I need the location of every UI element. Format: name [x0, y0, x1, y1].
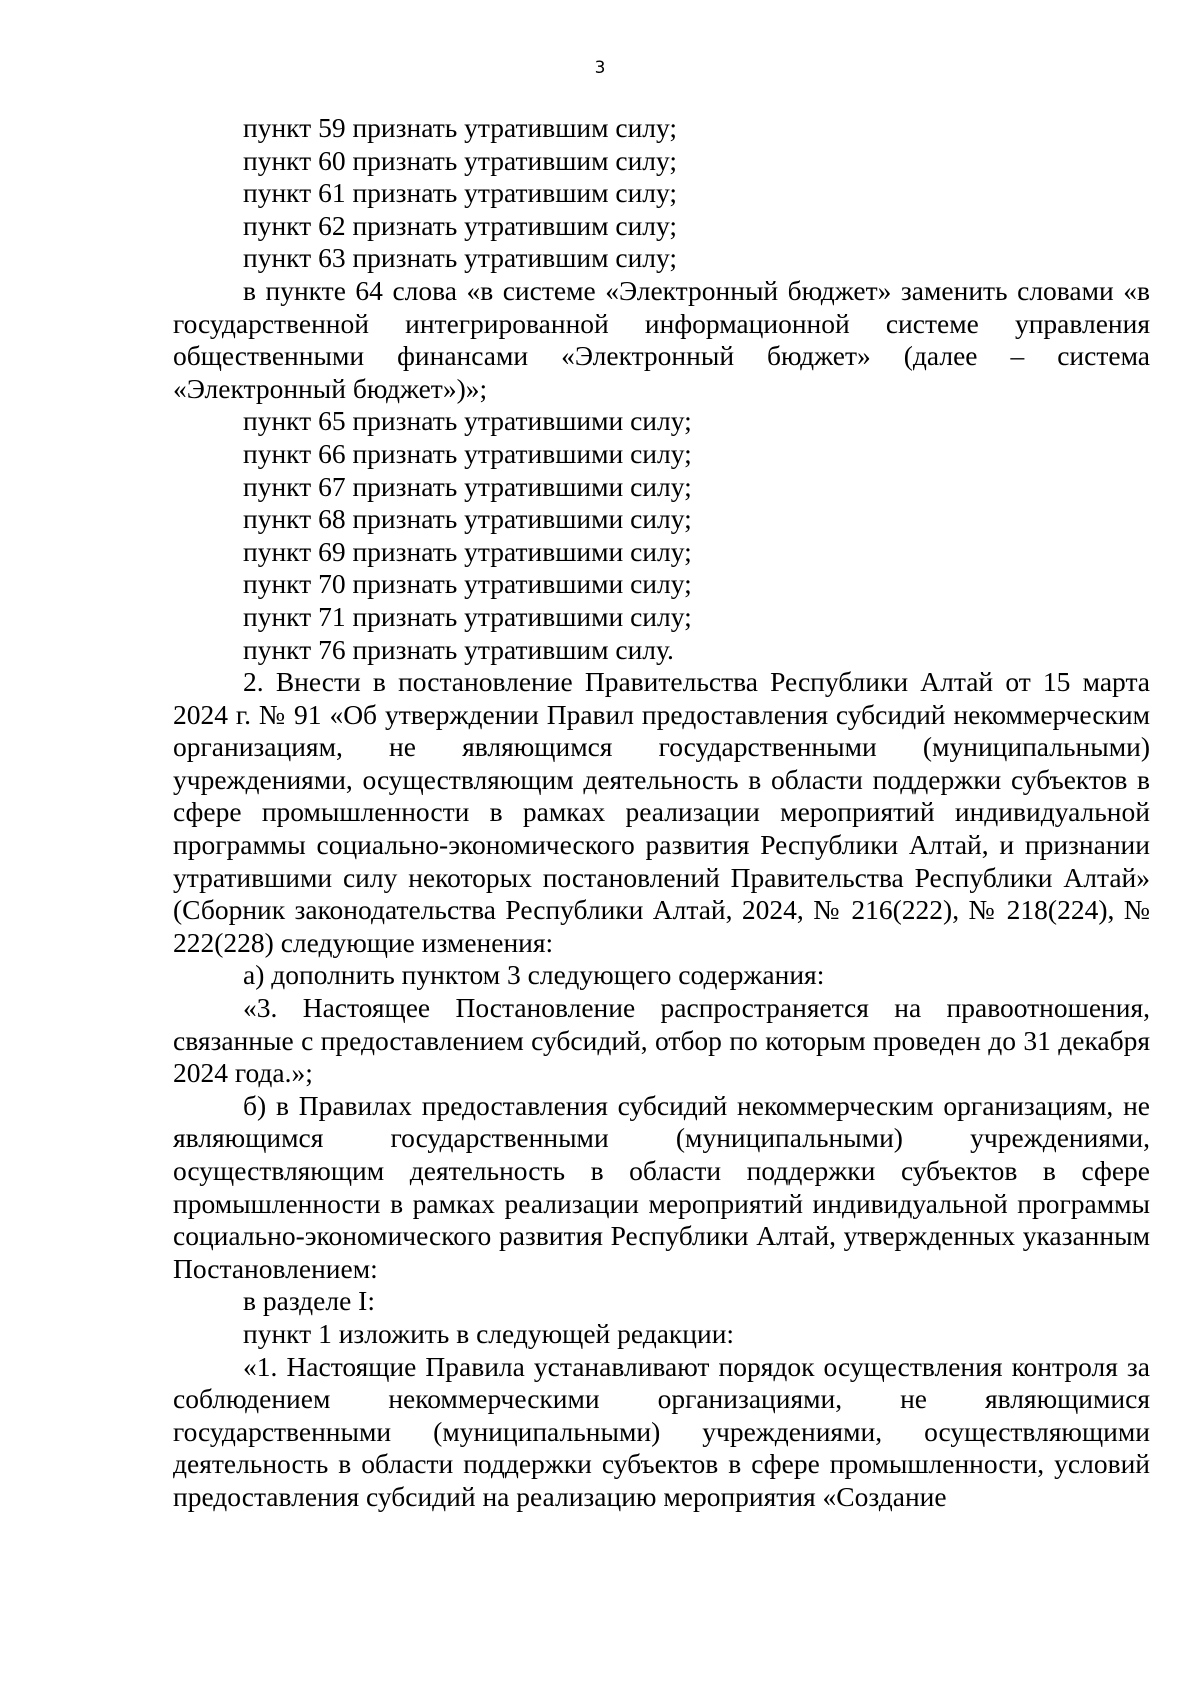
paragraph-point-1-intro: пункт 1 изложить в следующей редакции:	[243, 1317, 735, 1349]
document-body	[173, 112, 1150, 1514]
paragraph: пункт 59 признать утратившим силу;	[243, 112, 678, 143]
paragraph: пункт 61 признать утратившим силу;	[243, 177, 678, 209]
paragraph: пункт 76 признать утратившим силу.	[243, 633, 674, 665]
paragraph: в пункте 64 слова «в системе «Электронный бюджет» заменить словами «в государственной интегрированной информационной системе управления общественными финансами «Электронный бюджет» (далее – система «Электронный бюджет»)»;	[173, 274, 1150, 404]
page-number: 3	[594, 58, 606, 78]
paragraph: пункт 62 признать утратившим силу;	[243, 209, 678, 241]
paragraph: пункт 68 признать утратившими силу;	[243, 503, 692, 535]
paragraph-sub-b: б) в Правилах предоставления субсидий некоммерческим организациям, не являющимся государственными (муниципальными) учреждениями, осуществляющим деятельность в области поддержки субъектов в сфере промышленности в рамках реализации мероприятий индивидуальной программы социально-экономического развития Республики Алтай, утвержденных указанным Постановлением:	[173, 1089, 1150, 1284]
paragraph-section-1: в разделе I:	[243, 1285, 375, 1317]
paragraph-sub-a: а) дополнить пунктом 3 следующего содержания:	[243, 959, 825, 991]
paragraph: пункт 70 признать утратившими силу;	[243, 568, 692, 600]
paragraph-quote-1: «1. Настоящие Правила устанавливают порядок осуществления контроля за соблюдением некоммерческими организациями, не являющимися государственными (муниципальными) учреждениями, осуществляющими деятельность в области поддержки субъектов в сфере промышленности, условий предоставления субсидий на реализацию мероприятия «Создание	[173, 1350, 1150, 1512]
paragraph-quote-3: «3. Настоящее Постановление распространяется на правоотношения, связанные с предоставлением субсидий, отбор по которым проведен до 31 декабря 2024 года.»;	[173, 992, 1150, 1089]
paragraph: пункт 69 признать утратившими силу;	[243, 535, 692, 567]
paragraph: пункт 67 признать утратившими силу;	[243, 470, 692, 502]
paragraph: пункт 66 признать утратившими силу;	[243, 437, 692, 469]
paragraph: пункт 71 признать утратившими силу;	[243, 600, 692, 632]
paragraph: пункт 63 признать утратившим силу;	[243, 242, 678, 274]
paragraph-item-2: 2. Внести в постановление Правительства Республики Алтай от 15 марта 2024 г. № 91 «Об утверждении Правил предоставления субсидий некоммерческим организациям, не являющимся государственными (муниципальными) учреждениями, осуществляющим деятельность в области поддержки субъектов в сфере промышленности в рамках реализации мероприятий индивидуальной программы социально-экономического развития Республики Алтай, и признании утратившими силу некоторых постановлений Правительства Республики Алтай» (Сборник законодательства Республики Алтай, 2024, № 216(222), № 218(224), № 222(228) следующие изменения:	[173, 666, 1150, 958]
paragraph: пункт 60 признать утратившим силу;	[243, 144, 678, 176]
paragraph: пункт 65 признать утратившими силу;	[243, 405, 692, 437]
